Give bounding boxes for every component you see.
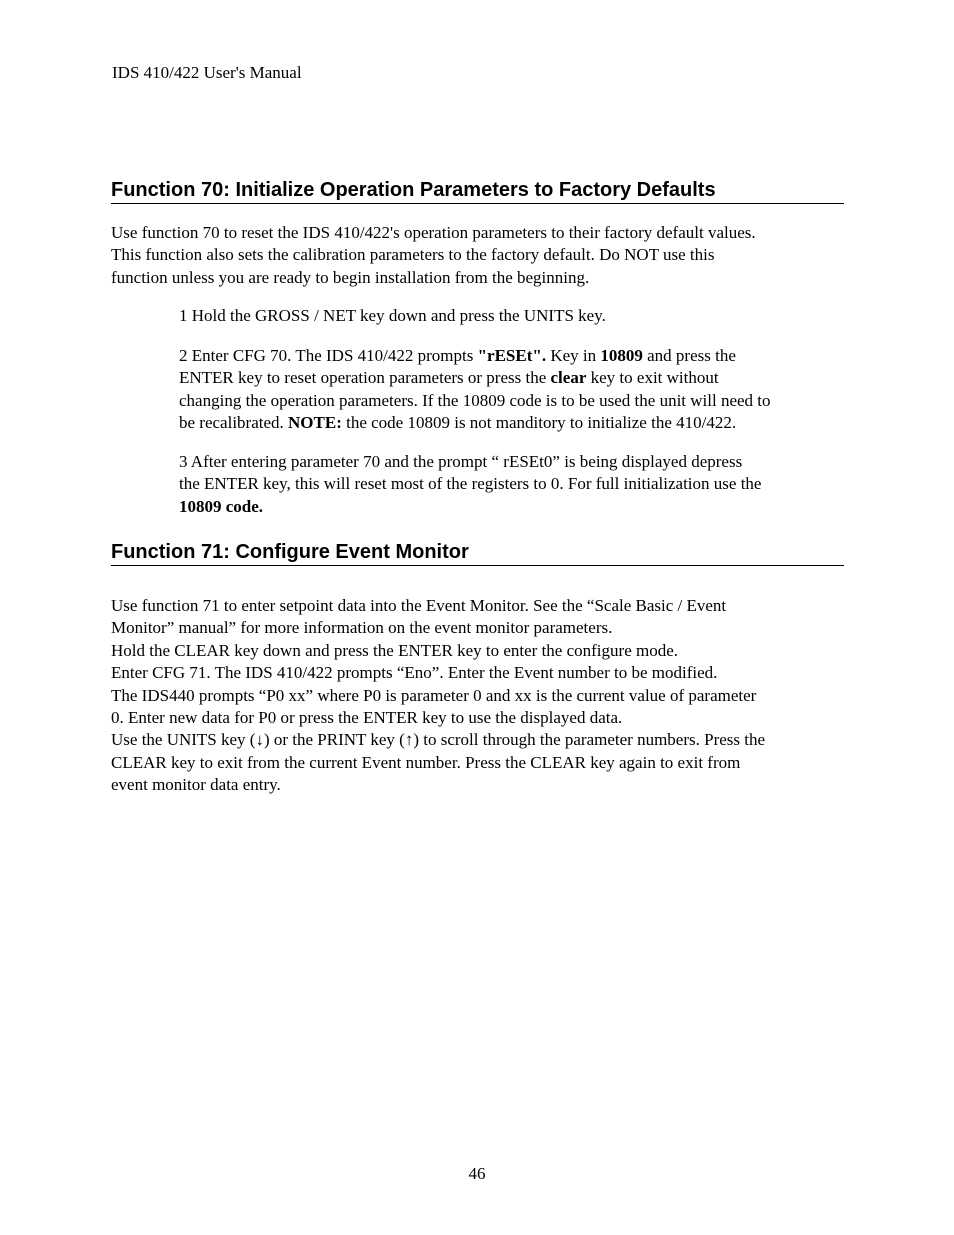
body-line: 0. Enter new data for P0 or press the ENTER key to use the displayed data.: [111, 708, 623, 728]
section-71-title: Function 71: Configure Event Monitor: [111, 540, 844, 566]
text-run: key to exit without: [586, 368, 719, 388]
step-3-line-3: 10809 code.: [179, 496, 264, 516]
body-line: CLEAR key to exit from the current Event number. Press the CLEAR key again to exit from: [111, 752, 741, 772]
text-run: Key in: [546, 346, 601, 365]
intro-line: This function also sets the calibration parameters to the factory default. Do NOT use this: [111, 245, 715, 265]
intro-line: Use function 70 to reset the IDS 410/422's operation parameters to their factory default values.: [111, 223, 756, 242]
step-2-line-1: [179, 345, 839, 367]
step-3-line-1: 3 After entering parameter 70 and the prompt “ rESEt0” is being displayed depress: [179, 452, 743, 471]
section-71-body-text: [111, 595, 844, 797]
step-2-line-3: changing the operation parameters. If the 10809 code is to be used the unit will need to: [179, 390, 771, 410]
intro-line: function unless you are ready to begin installation from the beginning.: [111, 267, 590, 287]
step-3: [179, 451, 839, 518]
section-70-heading-block: [111, 178, 844, 204]
section-70-intro-text: [111, 222, 844, 289]
body-line: Use function 71 to enter setpoint data into the Event Monitor. See the “Scale Basic / Event: [111, 596, 727, 615]
running-header: IDS 410/422 User's Manual: [112, 63, 302, 82]
page-number: 46: [468, 1164, 486, 1183]
body-line: Enter CFG 71. The IDS 410/422 prompts “Eno”. Enter the Event number to be modified.: [111, 663, 718, 683]
step-1-text: 1 Hold the GROSS / NET key down and press the UNITS key.: [179, 306, 606, 325]
text-run: the code 10809 is not manditory to initialize the 410/422.: [341, 413, 737, 433]
body-line: Use the UNITS key (↓) or the PRINT key (↑) to scroll through the parameter numbers. Press the: [111, 730, 766, 750]
step-1: [179, 305, 839, 327]
section-71-heading-block: [111, 540, 844, 566]
note-label: NOTE:: [288, 413, 342, 433]
text-run: ENTER key to reset operation parameters or press the: [179, 368, 551, 388]
body-line: event monitor data entry.: [111, 775, 281, 795]
text-run: 2 Enter CFG 70. The IDS 410/422 prompts: [179, 346, 478, 365]
body-line: Hold the CLEAR key down and press the ENTER key to enter the configure mode.: [111, 640, 679, 660]
step-2: [179, 345, 839, 435]
clear-key-text: clear: [550, 368, 587, 388]
section-70-intro: [111, 222, 844, 289]
section-71-body: [111, 595, 844, 797]
text-run: be recalibrated.: [179, 413, 289, 433]
step-3-line-2: the ENTER key, this will reset most of the registers to 0. For full initialization use the: [179, 474, 762, 494]
code-text: 10809: [600, 346, 643, 365]
step-2-line-2: [179, 367, 839, 389]
step-2-line-4: [179, 412, 839, 434]
body-line: Monitor” manual” for more information on the event monitor parameters.: [111, 618, 613, 638]
text-run: and press the: [642, 346, 736, 365]
section-70-title: Function 70: Initialize Operation Parameters to Factory Defaults: [111, 178, 844, 204]
reset-prompt-text: "rESEt".: [477, 346, 547, 365]
body-line: The IDS440 prompts “P0 xx” where P0 is parameter 0 and xx is the current value of parameter: [111, 685, 757, 705]
